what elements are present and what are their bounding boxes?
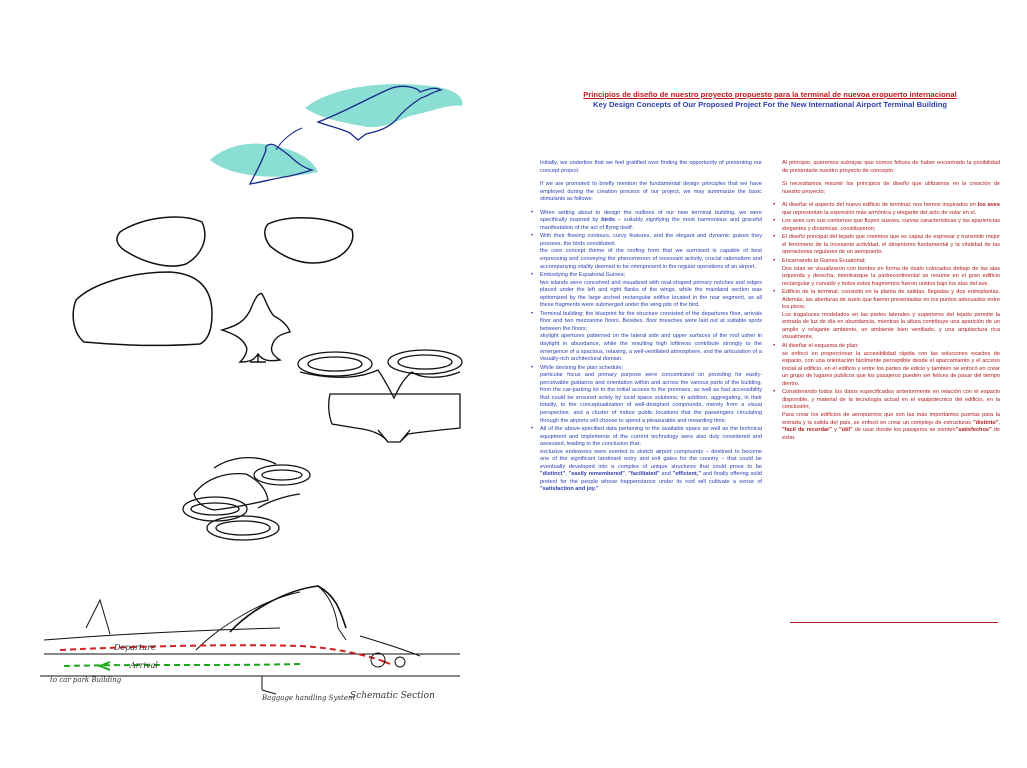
list-item bbox=[782, 343, 1000, 388]
intro-paragraph: Initially, we underline that we feel gratified over finding the opportunity of presenting our concept project. bbox=[540, 160, 762, 174]
list-item bbox=[782, 389, 1000, 442]
intro-paragraph: If we are promoted to briefly mention the fundamental design principles that we have employed during the creation process of our project, we may summarize the basic stimulants as follows: bbox=[540, 181, 762, 203]
wing-shapes-sketch bbox=[73, 217, 353, 345]
list-item-subtext bbox=[540, 449, 762, 494]
list-item bbox=[782, 289, 1000, 342]
list-item-text: Al diseñar el aspecto del nuevo edificio de terminal; nos hemos inspirados en bbox=[782, 202, 978, 209]
list-item bbox=[782, 258, 1000, 288]
subtext-part: , bbox=[624, 471, 629, 478]
list-item-text: Considerando todos los datos especificados anteriormente en relación con el espacio disponible, y material de la tecnología actual en el equipotécnico del edificio, en la conclusión; bbox=[782, 389, 1000, 411]
list-item bbox=[540, 426, 762, 494]
list-item bbox=[540, 272, 762, 310]
list-item-subtext: Dos islas se visualizaron con bordes en forma de óvalo colocados debajo de las alas izquierda y derecha, mientrasque la parbecontinental se resume en el gran edificio rectangular y curvado y todos estos fragmentos fueron unidos bajo los alas del ave. bbox=[782, 265, 1000, 287]
list-item-text: – suitably signifying the most harmonious and graceful manifestation of the act of flying itself. bbox=[540, 217, 762, 231]
list-item-text: Embodying the Equatorial Guinea; bbox=[540, 272, 626, 279]
subtext-part: de usar donde los pasajeros se sienten bbox=[852, 427, 956, 434]
baggage-label: Baggage handling System bbox=[262, 694, 355, 702]
emphasis-text: "satisfechos" bbox=[955, 427, 992, 434]
birds-sketch bbox=[210, 84, 462, 184]
list-item-subtext: two islands were conceived and visualized with oval-shaped primary notches and edges placed under the left and right flanks of the wings, while the mainland section was epitomized by the large arched rectangular edifice located in the rear segment, as all these fragments were submerged under the wing pits of the bird. bbox=[540, 279, 762, 309]
emphasis-text: "facil de recordar" bbox=[782, 427, 832, 434]
list-item-text: While devising the plan schedule; bbox=[540, 364, 624, 371]
subtext-part: and finally offering solid pretext for the people whose happenstance under its roof will cultivate a sense of bbox=[540, 471, 762, 485]
subtext-part: y bbox=[831, 427, 840, 434]
list-item bbox=[540, 210, 762, 233]
list-item bbox=[782, 218, 1000, 233]
list-item-text: Terminal building; the blueprint for the structure consisted of the departures floor, arrivals floor and two mezzanine floors. Besides, floor breaches were laid out at suitable spots between the floors; bbox=[540, 310, 762, 332]
list-item-subtext: Los tragaluces modelados en las partes laterales y superiores del tejado permite la entrada de luz de día en abundancia, mientras la altura contribuye una aparición de un amplio y relajante ambiente, un ambiente bien ventilado, y una arquitectura rica visualmente. bbox=[782, 311, 1000, 341]
emphasis-text: "satisfaction and joy." bbox=[540, 486, 599, 493]
list-item bbox=[540, 311, 762, 364]
list-item-subtext: skylight apertures patterned on the lateral side and upper surfaces of the roof usher in daylight in abundance, while the resulting high loftiness contribute strongly to the emergence of a spacious, relaxing, a well-ventilated atmosphere, and the articulation of a visually-rich architectural domain. bbox=[540, 333, 762, 363]
principles-list bbox=[540, 210, 762, 494]
subtext-part: and bbox=[659, 471, 673, 478]
english-text-column bbox=[540, 160, 762, 495]
subtext-part: exclusive endeavors were exerted to sketch airport compounds – destined to become one of the significant landmark entry and exit gates for the country – that could be eventually developed into a complex of unique structures that could prove to be bbox=[540, 448, 762, 470]
list-item-text: Edificio de la terminal; consistió en la planta de salidas, llegadas y dos entreplantas. Además, las aberturas de suelo que fueron presentadas en los puntos adecuados entre los pisos; bbox=[782, 289, 1000, 311]
subtext-part: , bbox=[998, 419, 1000, 426]
schematic-section-sketch bbox=[40, 586, 460, 702]
list-item bbox=[782, 234, 1000, 257]
list-item-subtext: se enfocó en proporcionar la accesibilidad rápida con las soluciones exactos de espacio, con una orientación fácilmente perceptible desde el aparcamiento y el acceso inicial al edificio, en el edificio y entre los partes de edicio y también se enfocó en crear un grupo de lugares publicos que los pasajeros pueden ser felices de pasar del tiempo dentro. bbox=[782, 350, 1000, 387]
list-item-subtext bbox=[782, 412, 1000, 442]
subtext-part: Para crear los edificios de aeropuertos que son las más importantes puertas para la entrada y la salida del país, se enfocó en crear un complejo de estructuras bbox=[782, 411, 1000, 426]
page-title-english: Key Design Concepts of Our Proposed Project For the New International Airport Terminal Building bbox=[593, 100, 947, 109]
principles-list bbox=[782, 202, 1000, 442]
list-item-text: Encarnando la Guinea Ecuatorial; bbox=[782, 258, 866, 265]
intro-paragraph: Al principio, queremos subrayar que somos felices de haber encontrado la posibilidad de presentarle nuestro proyecto de concepto bbox=[782, 160, 1000, 174]
divider bbox=[790, 622, 998, 623]
intro-paragraph: Si necesitamos resumir los principios de diseño que utilizamos en la creación de nuestro proyecto; bbox=[782, 181, 1000, 195]
spanish-text-column bbox=[782, 160, 1000, 443]
titles-block bbox=[530, 90, 1010, 110]
emphasis-text: "facilitated" bbox=[628, 471, 660, 478]
emphasis-text: "easily remembered" bbox=[568, 471, 625, 478]
mainland-form-sketch bbox=[222, 294, 290, 363]
emphasis-text: los aves bbox=[977, 202, 1000, 209]
arrival-label: Arrival bbox=[130, 661, 158, 670]
list-item-text: Al diseñar el esquema de plan; bbox=[782, 343, 859, 350]
list-item-text: Los aves con sus contornos que fluyen suaves, curvas características y las apariencias elegantes y dinámicas, constituyeron; bbox=[782, 218, 1000, 232]
list-item-subtext: particular focus and primary purpose were concentrated on providing for easily-perceivable guidance and orientation within and across the various parts of the building, from the car-parking lot to the initial access to the premises, as well as fast accessibility that could be ensured solely by lucid space solutions; in addition, aggregating, in their totality, to the conceptualization of well-designed compounds, merely from a visual perspective, and a cluster of indoor public locations that the passengers circulating through the airports will choose to spend a pleasurable and rewarding time. bbox=[540, 372, 762, 424]
section-label: Schematic Section bbox=[350, 691, 435, 701]
terminal-form-sketch bbox=[298, 350, 462, 442]
aerial-model-sketch bbox=[183, 458, 310, 540]
emphasis-text: "útil" bbox=[839, 427, 853, 434]
list-item bbox=[782, 202, 1000, 217]
list-item-subtext: the core concept theme of the roofing form that we surmised is capable of best expressing and conveying the phenomenon of incessant activity, crucial rationalism and accompanying vitality deemed to be omnipresent in the regular operations of an airport. bbox=[540, 248, 762, 270]
page-title-spanish: Principios de diseño de nuestro proyecto propuesto para la terminal de nuevoa eropuerto internacional bbox=[583, 90, 957, 99]
emphasis-text: "distinto" bbox=[972, 419, 999, 426]
subtext-part: , bbox=[565, 471, 569, 478]
list-item-text: All of the above-specified data pertaining to the available space as well as the technical equipment and implements of the current technology were also duly considered and assessed, leading to the conclusion that; bbox=[540, 426, 762, 448]
list-item bbox=[540, 365, 762, 425]
departure-label: Departure bbox=[114, 643, 156, 652]
subtext-part: de estar. bbox=[782, 427, 1000, 441]
list-item bbox=[540, 233, 762, 271]
list-item-text: que representan la expresión más armónica y elegante del acto de volar en sí. bbox=[782, 209, 977, 216]
emphasis-text: birds bbox=[601, 217, 615, 224]
list-item-text: El diseño principal del tejado que creemos que es capaz de expresar y transmitir mejor el fenómeno de la incesante actividad, el dinamismo fundamental y la vitalidad de las operaciones regulares de un aeropuerto. bbox=[782, 234, 1000, 256]
list-item-text: When setting about to design the outlines of our new terminal building, we were specifically inspired by bbox=[540, 209, 762, 224]
emphasis-text: "distinct" bbox=[540, 471, 566, 478]
car-park-label: to car park Building bbox=[50, 676, 122, 684]
list-item-text: With their flowing contours, curvy features, and the elegant and dynamic guises they possess, the birds constituted; bbox=[540, 233, 762, 247]
emphasis-text: "efficient," bbox=[672, 471, 701, 478]
